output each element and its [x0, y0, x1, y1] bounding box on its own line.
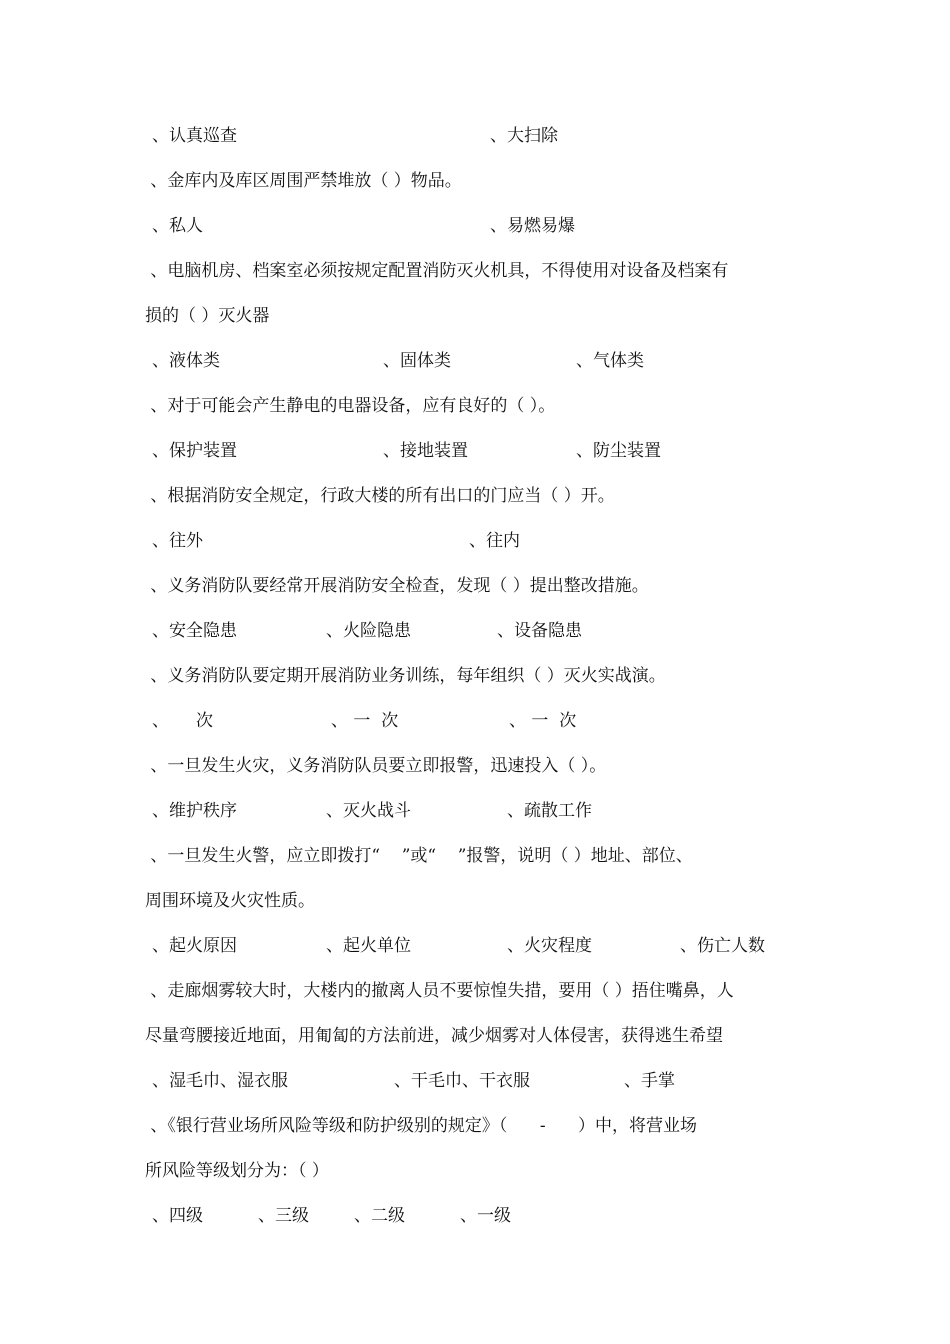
question-text: 、走廊烟雾较大时，大楼内的撤离人员不要惊惶失措，要用（ ）捂住嘴鼻，人 — [145, 981, 734, 1001]
answer-option: 、三级 — [258, 1206, 309, 1226]
answer-option: 、固体类 — [383, 351, 451, 371]
answer-option: 、二级 — [354, 1206, 405, 1226]
answer-option: 、火灾程度 — [507, 936, 592, 956]
question-text: 、义务消防队要定期开展消防业务训练，每年组织（ ）灭火实战演。 — [145, 666, 666, 686]
answer-option: 、四级 — [152, 1206, 203, 1226]
answer-option: 、手掌 — [624, 1071, 675, 1091]
question-text: 、《银行营业场所风险等级和防护级别的规定》（ - ）中，将营业场 — [145, 1116, 697, 1136]
answer-option: 、私人 — [152, 216, 203, 236]
answer-option: 、 一 次 — [331, 711, 399, 731]
answer-option: 、易燃易爆 — [490, 216, 575, 236]
answer-option: 、湿毛巾、湿衣服 — [152, 1071, 288, 1091]
answer-option: 、设备隐患 — [497, 621, 582, 641]
answer-option: 、往内 — [469, 531, 520, 551]
question-text: 、金库内及库区周围严禁堆放（ ）物品。 — [145, 171, 462, 191]
answer-option: 、 一 次 — [509, 711, 577, 731]
question-text: 、一旦发生火灾，义务消防队员要立即报警，迅速投入（ ）。 — [145, 756, 607, 776]
answer-option: 、往外 — [152, 531, 203, 551]
answer-option: 、保护装置 — [152, 441, 237, 461]
answer-option: 、灭火战斗 — [326, 801, 411, 821]
answer-option: 、疏散工作 — [507, 801, 592, 821]
answer-option: 、接地装置 — [383, 441, 468, 461]
answer-option: 、液体类 — [152, 351, 220, 371]
answer-option: 、干毛巾、干衣服 — [394, 1071, 530, 1091]
question-text: 尽量弯腰接近地面，用匍匐的方法前进，减少烟雾对人体侵害，获得逃生希望 — [145, 1026, 723, 1046]
answer-option: 、维护秩序 — [152, 801, 237, 821]
answer-option: 、一级 — [460, 1206, 511, 1226]
question-text: 、义务消防队要经常开展消防安全检查，发现（ ）提出整改措施。 — [145, 576, 649, 596]
question-text: 、电脑机房、档案室必须按规定配置消防灭火机具，不得使用对设备及档案有 — [145, 261, 729, 281]
question-text: 周围环境及火灾性质。 — [145, 891, 315, 911]
question-text: 、对于可能会产生静电的电器设备，应有良好的（ ）。 — [145, 396, 556, 416]
answer-option: 、安全隐患 — [152, 621, 237, 641]
answer-option: 、认真巡查 — [152, 126, 237, 146]
answer-option: 、起火单位 — [326, 936, 411, 956]
answer-option: 、伤亡人数 — [680, 936, 765, 956]
question-text: 损的（ ）灭火器 — [145, 306, 270, 326]
question-text: 、根据消防安全规定，行政大楼的所有出口的门应当（ ）开。 — [145, 486, 615, 506]
answer-option: 、 次 — [152, 711, 214, 731]
answer-option: 、大扫除 — [490, 126, 558, 146]
answer-option: 、起火原因 — [152, 936, 237, 956]
answer-option: 、气体类 — [576, 351, 644, 371]
answer-option: 、防尘装置 — [576, 441, 661, 461]
question-text: 所风险等级划分为：（ ） — [145, 1161, 329, 1181]
answer-option: 、火险隐患 — [326, 621, 411, 641]
question-text: 、一旦发生火警，应立即拨打“ ”或“ ”报警，说明（ ）地址、部位、 — [145, 846, 693, 866]
